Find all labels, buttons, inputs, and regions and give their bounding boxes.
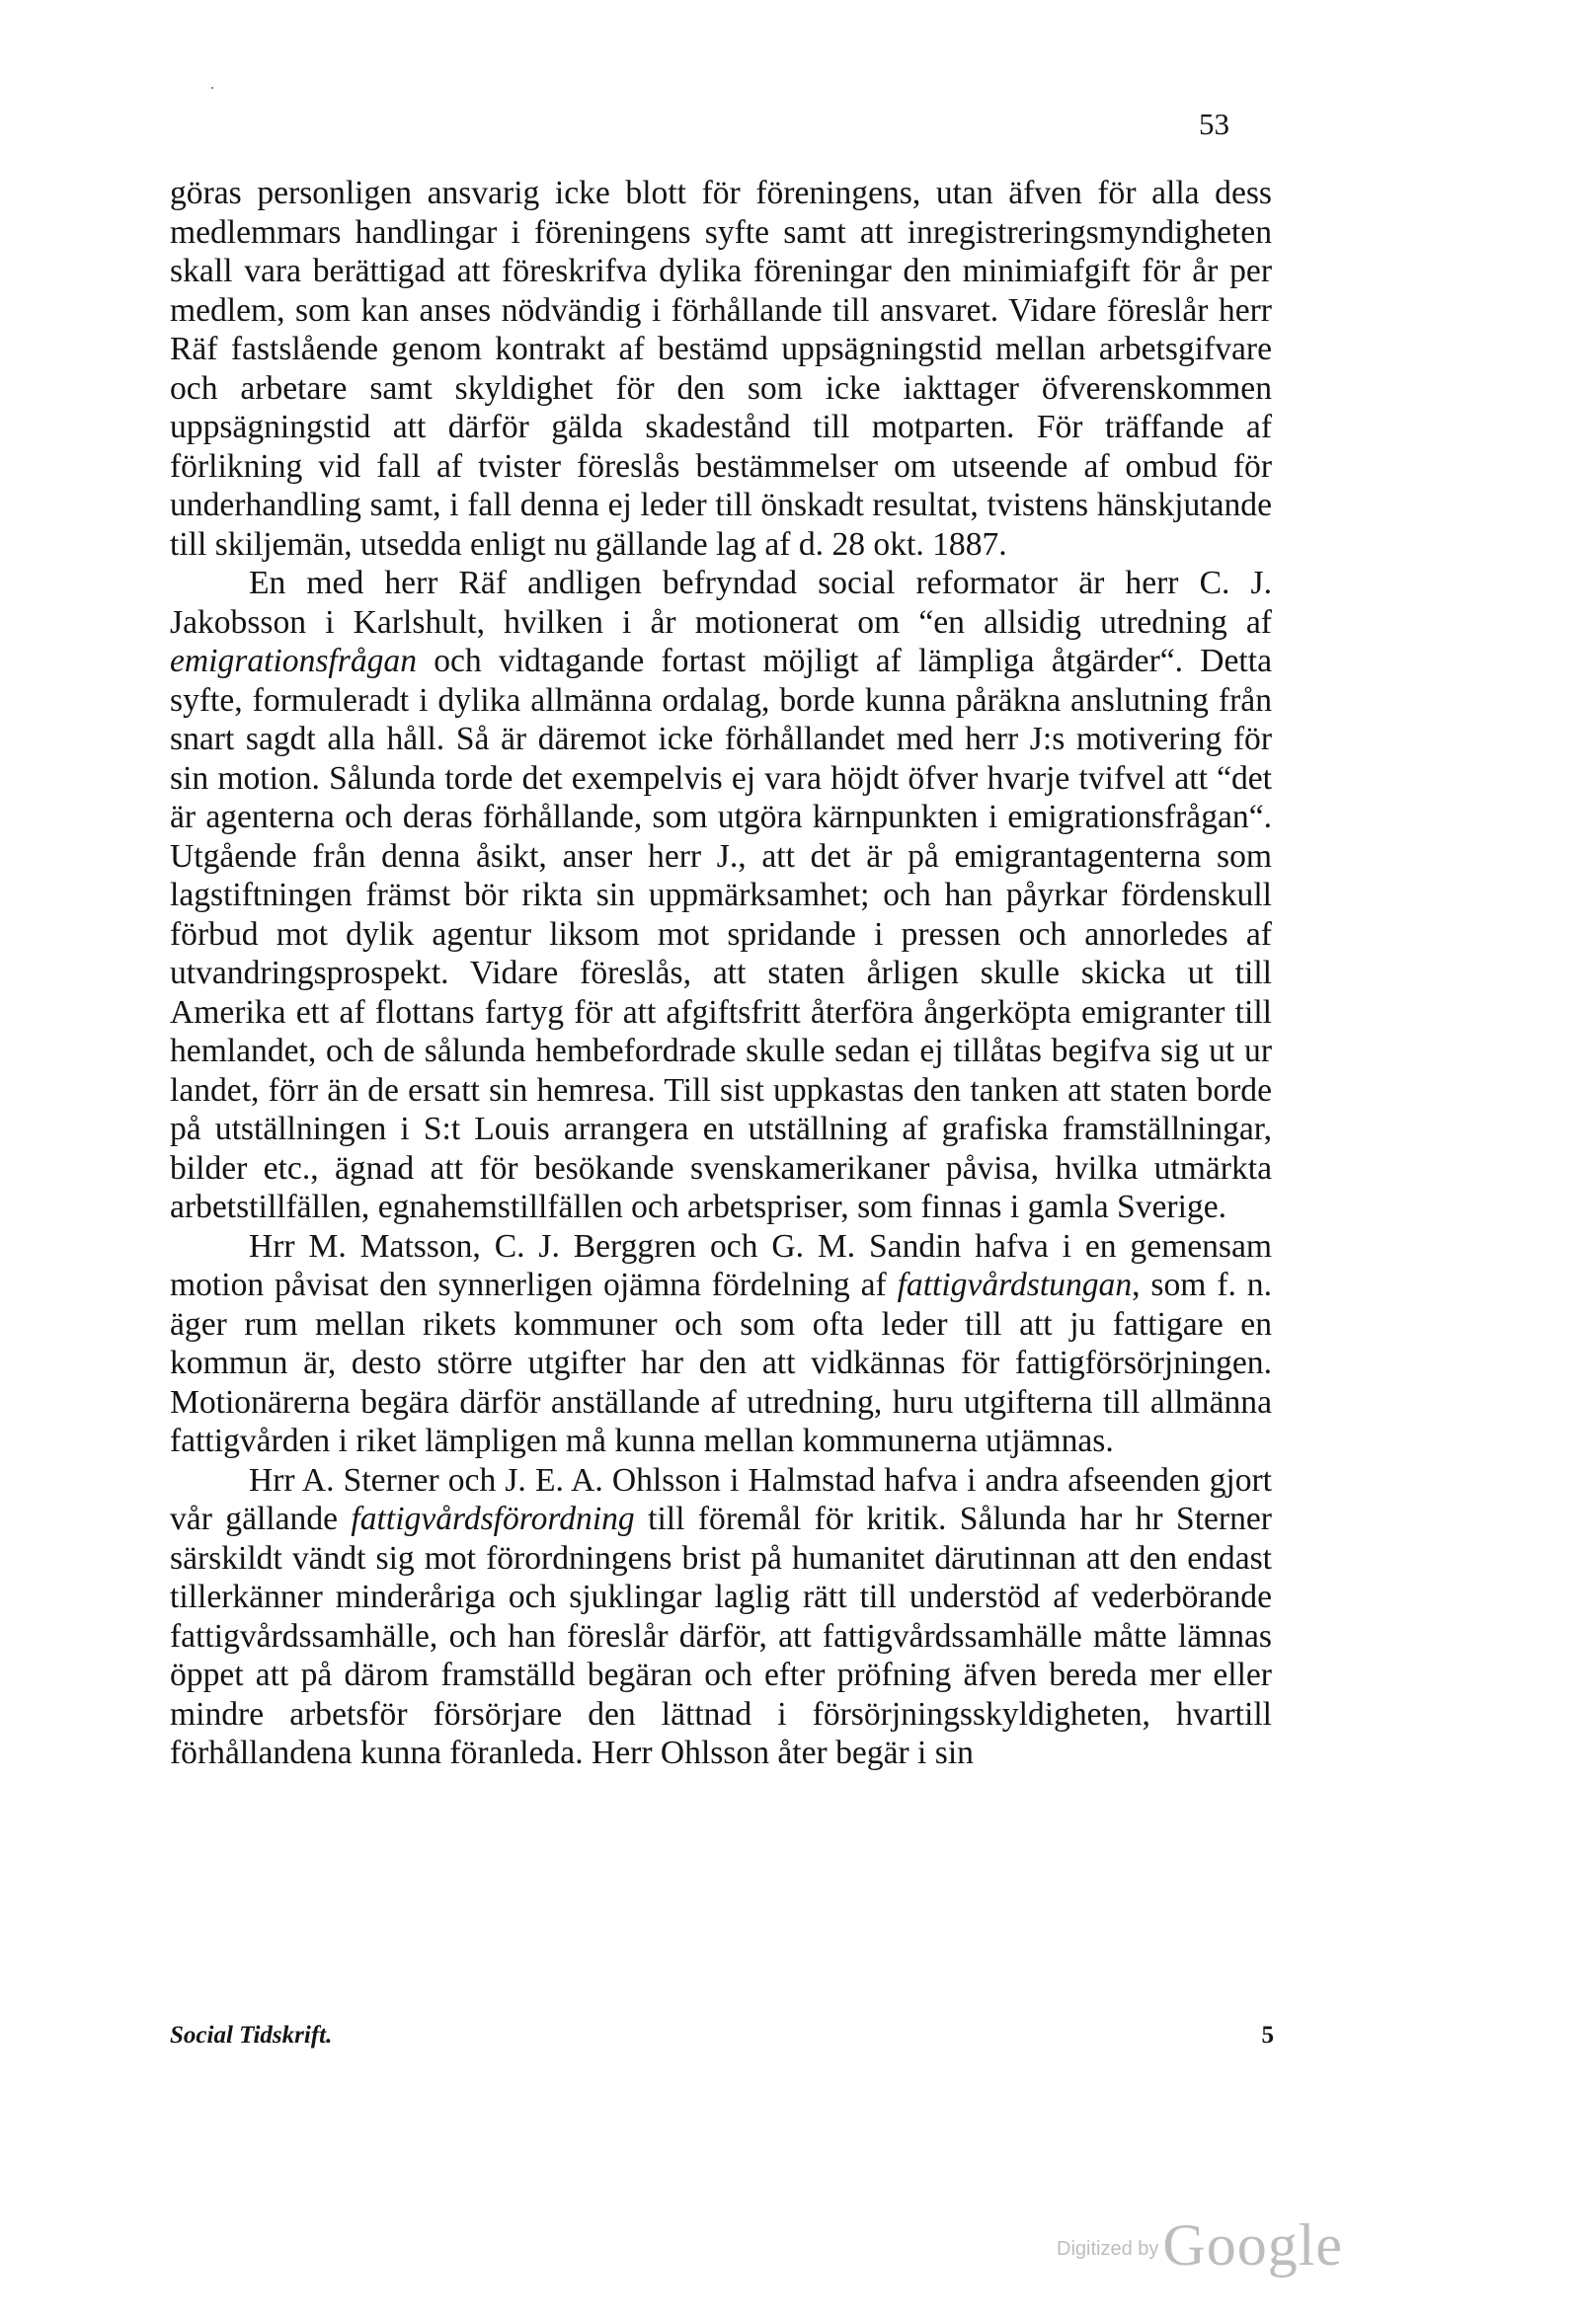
paragraph-4-italic-term: fattigvårdsförordning [351,1501,635,1537]
paragraph-2-italic-term: emigrationsfrågan [170,643,417,679]
paragraph-3-text-1: Hrr M. Matsson, C. J. Berggren och G. M. Sandin hafva i en gemensam motion påvisat den synnerligen ojämna fördelning af [170,1227,1272,1303]
paragraph-1-text-1: göras personligen ansvarig icke blott för föreningens, utan äfven för alla dess medlemmars handlingar i föreningens syfte samt att inregistreringsmyndigheten skall vara berättigad att föreskrifva dylika föreningar den minimiafgift för år per medlem, som kan anses nödvändig i förhållande till ansvaret. Vidare föreslår herr Räf fastslående genom kontrakt af bestämd uppsägningstid mellan arbetsgifvare och arbetare samt skyldighet för den som icke iakttager öfverenskommen uppsägningstid att därför gälda skadestånd till motparten. För träffande af förlikning vid fall af tvister föreslås bestämmelser om utseende af ombud för underhandling samt, i fall denna ej leder till önskadt resultat, tvistens hänskjutande till skiljemän, utsedda enligt nu gällande lag af d. 28 okt. 1887. [170,175,1272,563]
paragraph-3-italic-term: fattigvårdstungan [897,1267,1133,1303]
paragraph-2 [170,564,1272,1227]
paragraph-3-text-2: , som f. n. äger rum mellan rikets kommuner och som ofta leder till att ju fattigare en kommun är, desto större utgifter har den att vidkännas för fattigförsörjningen. Motionärerna begära därför anställande af utredning, huru utgifterna till allmänna fattigvården i riket lämpligen må kunna mellan kommunerna utjämnas. [170,1267,1272,1459]
page-number: 53 [1199,107,1229,141]
paragraph-1 [170,174,1272,564]
paragraph-4 [170,1461,1272,1773]
paragraph-4-text-1: Hrr A. Sterner och J. E. A. Ohlsson i Halmstad hafva i andra afseenden gjort vår gällande [170,1461,1272,1537]
journal-footer: Social Tidskrift. [170,2022,333,2049]
body-text [170,174,1272,1773]
margin-speck [211,87,213,89]
digitized-watermark [1057,2211,1343,2280]
signature-mark: 5 [1261,2022,1274,2049]
watermark-brand: Google [1162,2212,1344,2278]
paragraph-2-text-1: En med herr Räf andligen befryndad social reformator är herr C. J. Jakobsson i Karlshult, hvilken i år motionerat om “en allsidig utredning af [170,565,1272,641]
paragraph-3 [170,1227,1272,1461]
paragraph-2-text-2: och vidtagande fortast möjligt af lämpliga åtgärder“. Detta syfte, formuleradt i dylika allmänna ordalag, borde kunna påräkna anslutning från snart sagdt alla håll. Så är däremot icke förhållandet med herr J:s motivering för sin motion. Sålunda torde det exempelvis ej vara höjdt öfver hvarje tvifvel att “det är agenterna och deras förhållande, som utgöra kärnpunkten i emigrationsfrågan“. Utgående från denna åsikt, anser herr J., att det är på emigrantagenterna som lagstiftningen främst bör rikta sin uppmärksamhet; och han påyrkar fördenskull förbud mot dylik agentur liksom mot spridande i pressen och annorledes af utvandringsprospekt. Vidare föreslås, att staten årligen skulle skicka ut till Amerika ett af flottans fartyg för att afgiftsfritt återföra ångerköpta emigranter till hemlandet, och de sålunda hembefordrade skulle sedan ej tillåtas begifva sig ut ur landet, förr än de ersatt sin hemresa. Till sist uppkastas den tanken att staten borde på utställningen i S:t Louis arrangera en utställning af grafiska framställningar, bilder etc., ägnad att för besökande svenskamerikaner påvisa, hvilka utmärkta arbetstillfällen, egnahemstillfällen och arbetspriser, som finnas i gamla Sverige. [170,643,1272,1225]
paragraph-4-text-2: till föremål för kritik. Sålunda har hr Sterner särskildt vändt sig mot förordningens brist på humanitet därutinnan att den endast tillerkänner minderåriga och sjuklingar laglig rätt till understöd af vederbörande fattigvårdssamhälle, och han föreslår därför, att fattigvårdssamhälle måtte lämnas öppet att på därom framställd begäran och efter pröfning äfven bereda mer eller mindre arbetsför försörjare den lättnad i försörjningsskyldigheten, hvartill förhållandena kunna föranleda. Herr Ohlsson åter begär i sin [170,1501,1272,1771]
watermark-prefix: Digitized by [1057,2238,1159,2260]
